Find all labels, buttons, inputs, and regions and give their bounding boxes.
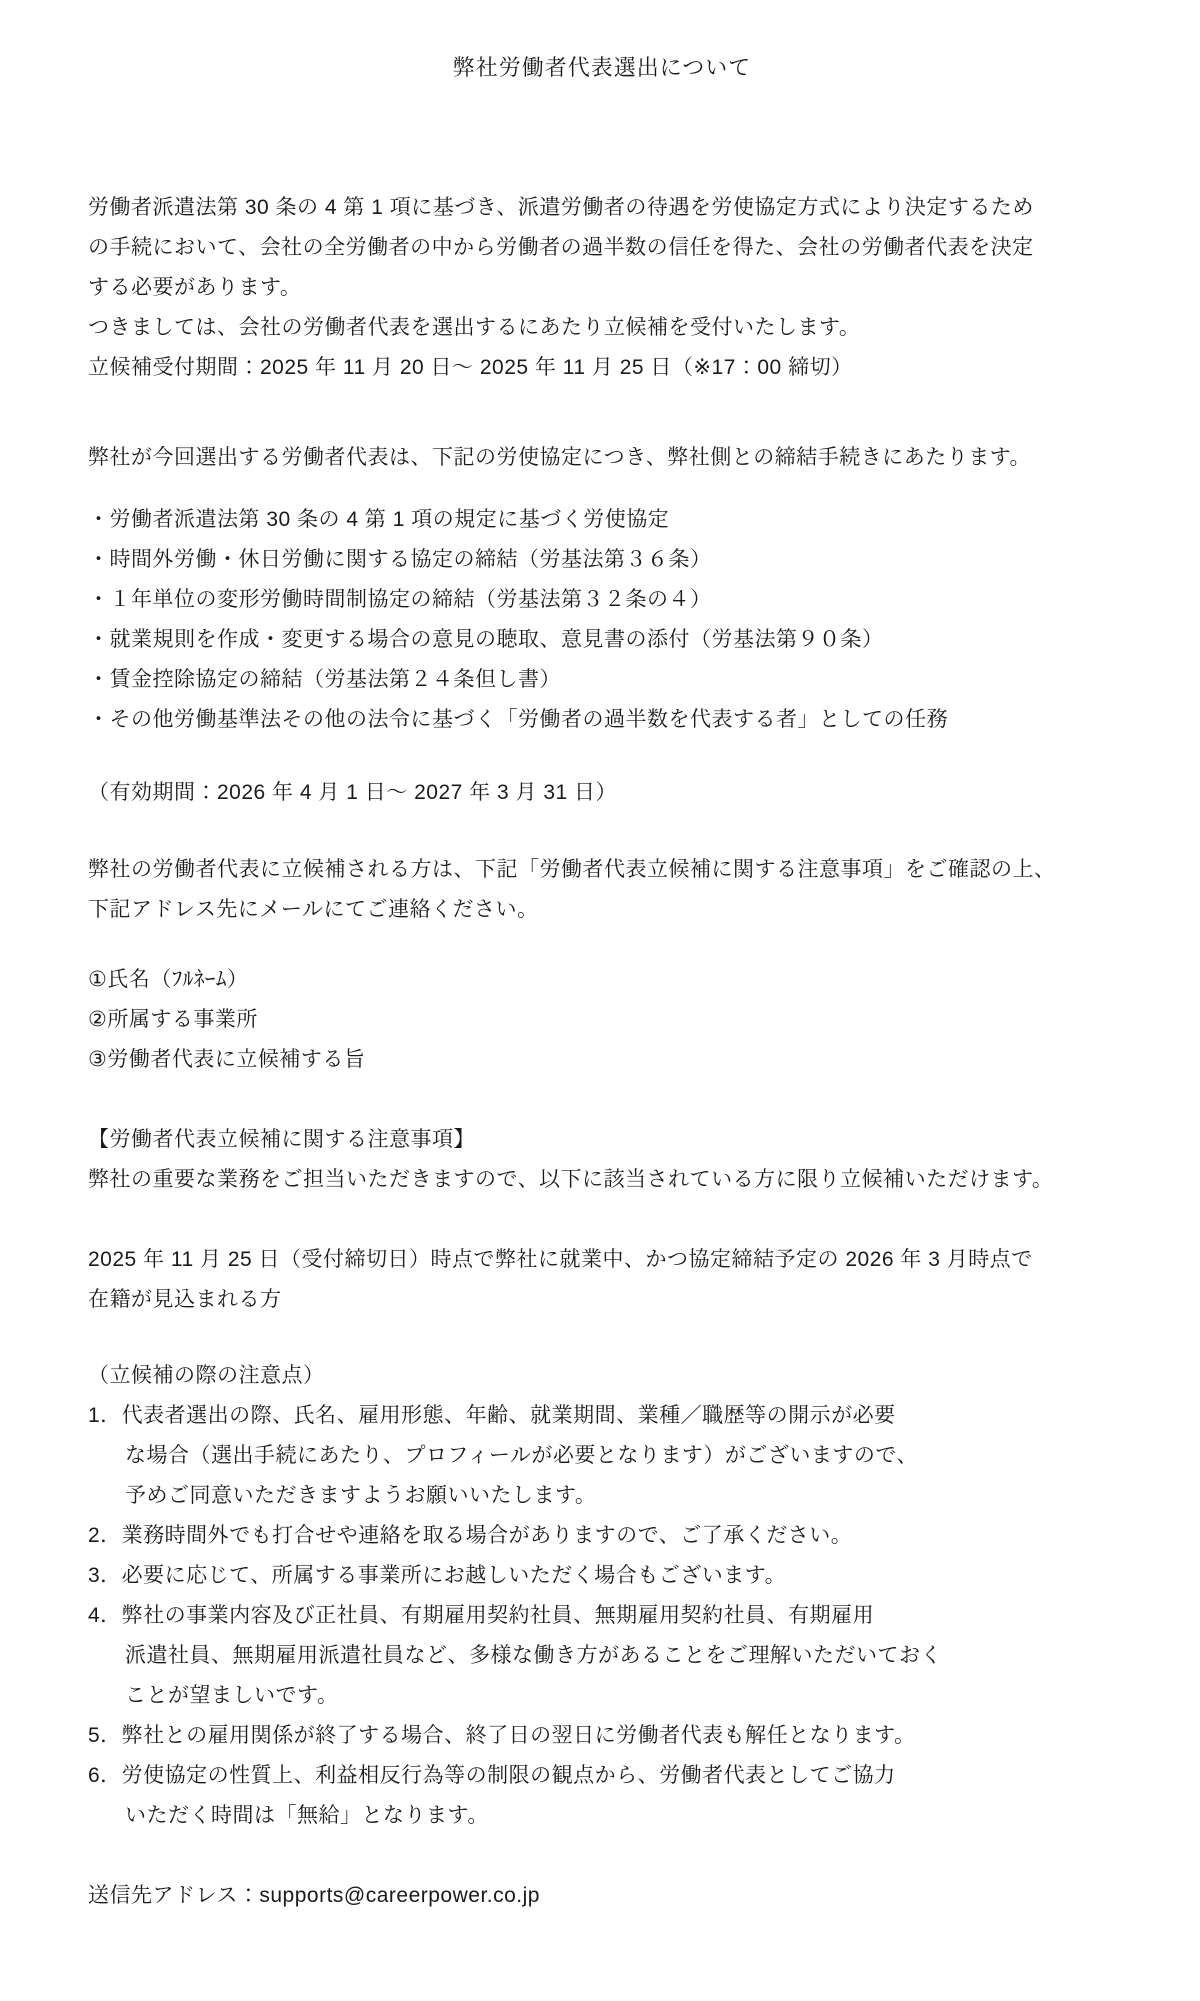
agreement-item: ・その他労働基準法その他の法令に基づく「労働者の過半数を代表する者」としての任務 <box>88 708 948 731</box>
caution-item-1-cont: な場合（選出手続にあたり、プロフィールが必要となります）がございますので、 <box>125 1444 918 1467</box>
notice-heading: 【労働者代表立候補に関する注意事項】 <box>88 1128 475 1151</box>
agreement-item: ・賃金控除協定の締結（労基法第２４条但し書） <box>88 668 561 691</box>
caution-item-6: 6．労使協定の性質上、利益相反行為等の制限の観点から、労働者代表としてご協力 <box>88 1764 896 1787</box>
eligibility-paragraph <box>88 1240 1116 1320</box>
apply-item-name: ①氏名（ﾌﾙﾈｰﾑ） <box>88 968 249 991</box>
caution-item-6-cont: いただく時間は「無給」となります。 <box>125 1804 489 1827</box>
caution-item-4-cont: 派遣社員、無期雇用派遣社員など、多様な働き方があることをご理解いただいておく <box>125 1644 942 1667</box>
caution-item-1-cont: 予めご同意いただきますようお願いいたします。 <box>125 1484 597 1507</box>
caution-item-5: 5．弊社との雇用関係が終了する場合、終了日の翌日に労働者代表も解任となります。 <box>88 1724 916 1747</box>
agreement-item: ・時間外労働・休日労働に関する協定の締結（労基法第３６条） <box>88 548 712 571</box>
agreement-list <box>88 500 1116 740</box>
contact-paragraph <box>88 1876 1116 1916</box>
caution-list <box>88 1356 1116 1836</box>
eligibility-line: 在籍が見込まれる方 <box>88 1288 282 1311</box>
caution-item-4: 4．弊社の事業内容及び正社員、有期雇用契約社員、無期雇用契約社員、有期雇用 <box>88 1604 875 1627</box>
agreement-item: ・１年単位の変形労働時間制協定の締結（労基法第３２条の４） <box>88 588 712 611</box>
apply-instruction-paragraph <box>88 850 1116 930</box>
role-intro-line: 弊社が今回選出する労働者代表は、下記の労使協定につき、弊社側との締結手続きにあたります。 <box>88 446 1032 469</box>
intro-line: する必要があります。 <box>88 276 302 299</box>
intro-line: 労働者派遣法第 30 条の 4 第 1 項に基づき、派遣労働者の待遇を労使協定方式により決定するため <box>88 196 1034 219</box>
agreement-item: ・労働者派遣法第 30 条の 4 第 1 項の規定に基づく労使協定 <box>88 508 670 531</box>
cautions-heading: （立候補の際の注意点） <box>88 1364 325 1387</box>
page-title: 弊社労働者代表選出について <box>452 55 752 80</box>
notice-section <box>88 1120 1116 1200</box>
caution-item-4-cont: ことが望ましいです。 <box>125 1684 339 1707</box>
agreement-item: ・就業規則を作成・変更する場合の意見の聴取、意見書の添付（労基法第９０条） <box>88 628 884 651</box>
validity-line: （有効期間：2026 年 4 月 1 日～ 2027 年 3 月 31 日） <box>88 781 618 804</box>
eligibility-line: 2025 年 11 月 25 日（受付締切日）時点で弊社に就業中、かつ協定締結予定の 2026 年 3 月時点で <box>88 1248 1033 1271</box>
apply-item-list <box>88 960 1116 1080</box>
intro-paragraph <box>88 188 1116 388</box>
intro-line: つきましては、会社の労働者代表を選出するにあたり立候補を受付いたします。 <box>88 316 861 339</box>
apply-instruction-line: 弊社の労働者代表に立候補される方は、下記「労働者代表立候補に関する注意事項」をご確認の上、 <box>88 858 1056 881</box>
validity-paragraph <box>88 773 1116 813</box>
caution-item-2: 2．業務時間外でも打合せや連絡を取る場合がありますので、ご了承ください。 <box>88 1524 853 1547</box>
role-intro-paragraph <box>88 438 1116 478</box>
contact-address-line: 送信先アドレス：supports@careerpower.co.jp <box>88 1884 540 1907</box>
caution-item-3: 3．必要に応じて、所属する事業所にお越しいただく場合もございます。 <box>88 1564 787 1587</box>
intro-line: の手続において、会社の全労働者の中から労働者の過半数の信任を得た、会社の労働者代表を決定 <box>88 236 1034 259</box>
apply-instruction-line: 下記アドレス先にメールにてご連絡ください。 <box>88 898 539 921</box>
recruitment-period-line: 立候補受付期間：2025 年 11 月 20 日～ 2025 年 11 月 25 日（※17：00 締切） <box>88 356 853 379</box>
apply-item-office: ②所属する事業所 <box>88 1008 258 1031</box>
caution-item-1: 1．代表者選出の際、氏名、雇用形態、年齢、就業期間、業種／職歴等の開示が必要 <box>88 1404 896 1427</box>
apply-item-intent: ③労働者代表に立候補する旨 <box>88 1048 366 1071</box>
notice-body-line: 弊社の重要な業務をご担当いただきますので、以下に該当されている方に限り立候補いただけます。 <box>88 1168 1054 1191</box>
